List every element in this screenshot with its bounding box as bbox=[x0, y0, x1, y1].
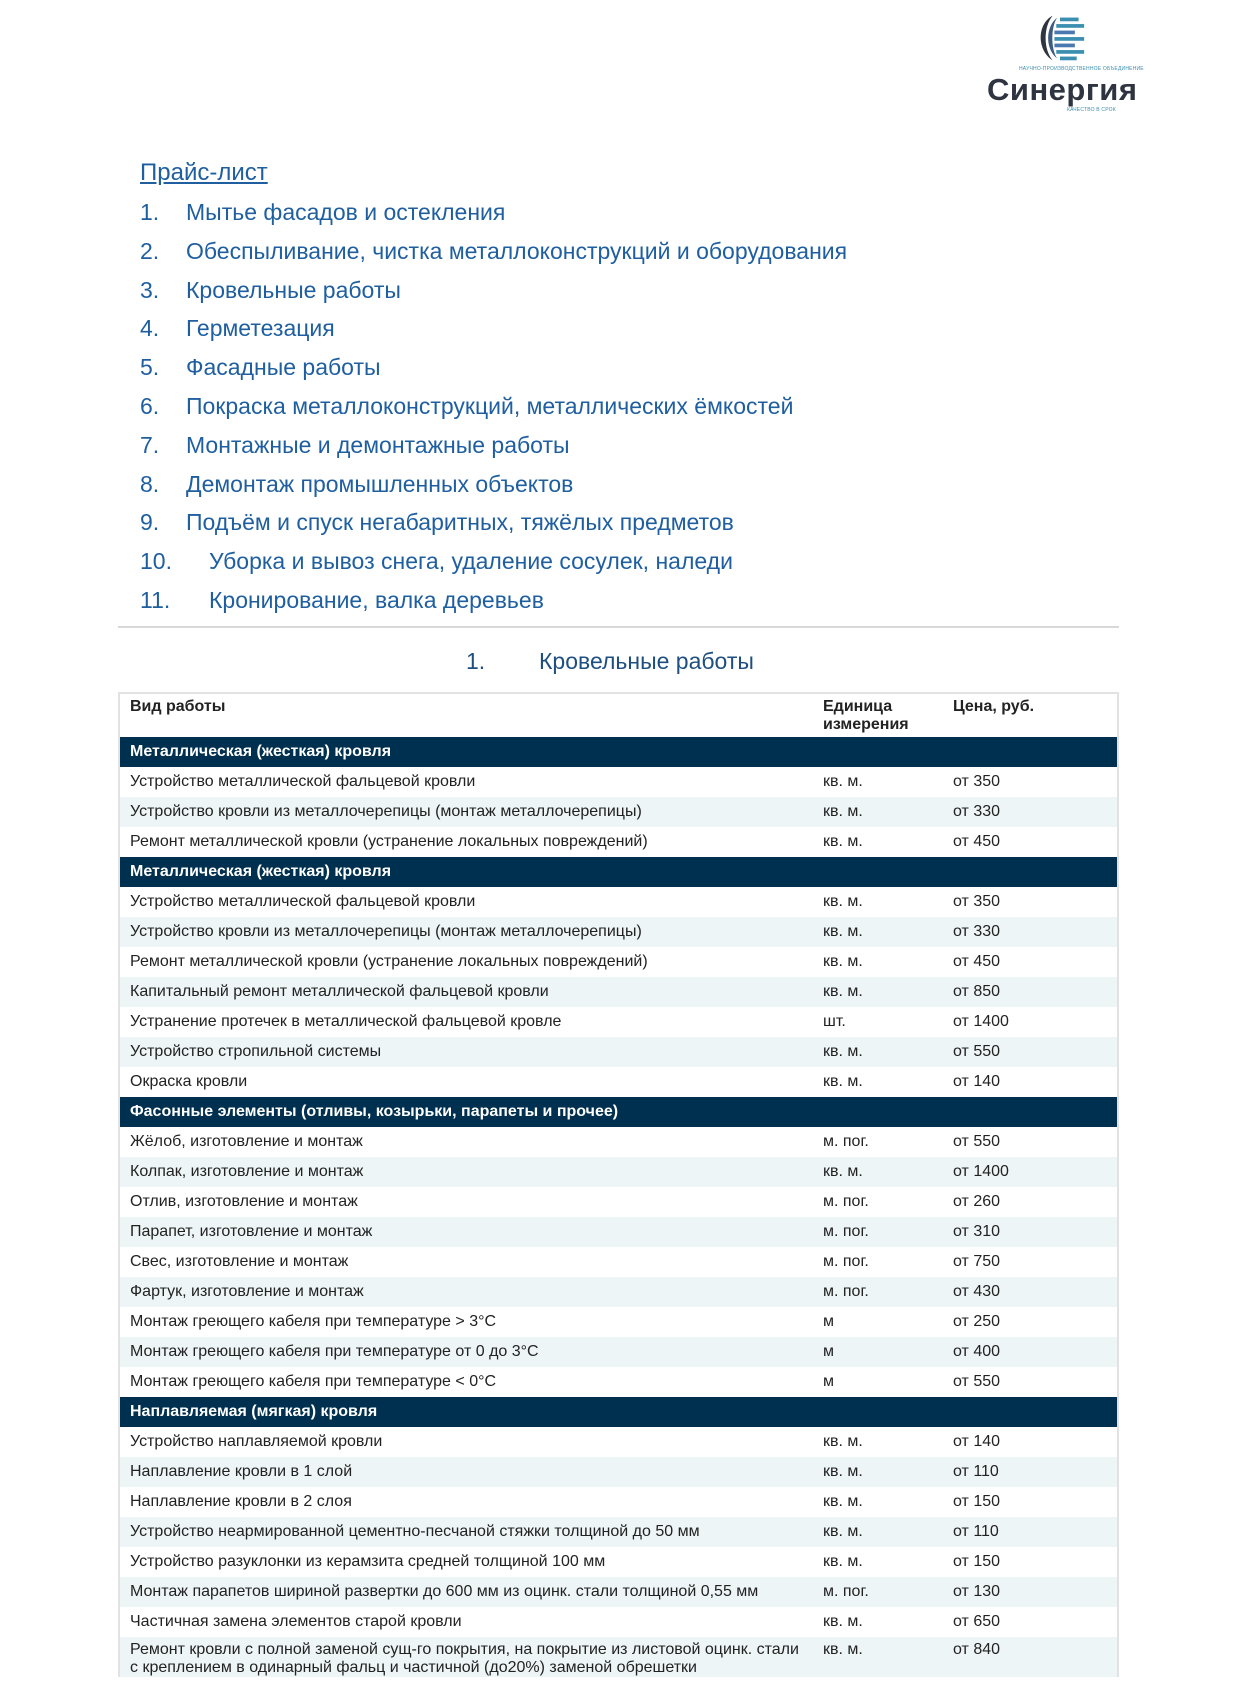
table-row bbox=[119, 1577, 1118, 1607]
table-row bbox=[119, 947, 1118, 977]
toc-item-label: Демонтаж промышленных объектов bbox=[186, 470, 574, 497]
toc-item-number: 6. bbox=[140, 392, 160, 419]
toc-item-label: Обеспыливание, чистка металлоконструкций и оборудования bbox=[186, 237, 848, 264]
toc-item-label: Подъём и спуск негабаритных, тяжёлых предметов bbox=[186, 509, 734, 536]
unit-cell: кв. м. bbox=[823, 773, 863, 790]
work-cell: Парапет, изготовление и монтаж bbox=[119, 1217, 813, 1247]
table-row bbox=[119, 1157, 1118, 1187]
unit-cell: м. пог. bbox=[813, 1217, 943, 1247]
work-cell: Устройство разуклонки из керамзита средней толщиной 100 мм bbox=[130, 1553, 606, 1570]
unit-cell: кв. м. bbox=[823, 1073, 863, 1090]
price-cell: от 840 bbox=[943, 1637, 1118, 1677]
unit-cell: кв. м. bbox=[813, 977, 943, 1007]
work-cell: Устройство металлической фальцевой кровли bbox=[130, 773, 476, 790]
unit-cell: м bbox=[823, 1313, 834, 1330]
price-cell: от 140 bbox=[953, 1433, 1001, 1450]
unit-cell: кв. м. bbox=[813, 917, 943, 947]
toc-item[interactable] bbox=[140, 471, 847, 510]
price-cell: от 550 bbox=[953, 1373, 1001, 1390]
price-cell: от 110 bbox=[943, 1457, 1118, 1487]
toc-item[interactable] bbox=[140, 548, 847, 587]
price-table bbox=[118, 692, 1119, 1677]
work-cell: Окраска кровли bbox=[130, 1073, 248, 1090]
work-cell: Устройство стропильной системы bbox=[119, 1037, 813, 1067]
unit-cell: м. пог. bbox=[813, 1577, 943, 1607]
toc-item-number: 10. bbox=[140, 548, 172, 575]
category-label: Наплавляемая (мягкая) кровля bbox=[119, 1397, 1118, 1427]
header-work: Вид работы bbox=[130, 698, 226, 715]
toc-item-number: 3. bbox=[140, 276, 160, 303]
table-of-contents bbox=[140, 199, 847, 626]
unit-cell: кв. м. bbox=[823, 893, 863, 910]
unit-cell: кв. м. bbox=[823, 1613, 863, 1630]
unit-cell: кв. м. bbox=[823, 1553, 863, 1570]
unit-cell: кв. м. bbox=[813, 1517, 943, 1547]
work-cell: Монтаж греющего кабеля при температуре от 0 до 3°С bbox=[119, 1337, 813, 1367]
toc-item-label: Кронирование, валка деревьев bbox=[209, 586, 544, 613]
price-cell: от 650 bbox=[953, 1613, 1001, 1630]
work-cell: Свес, изготовление и монтаж bbox=[130, 1253, 349, 1270]
price-cell: от 330 bbox=[943, 797, 1118, 827]
category-row bbox=[119, 737, 1118, 767]
price-cell: от 350 bbox=[953, 773, 1001, 790]
logo-name: Синергия bbox=[987, 72, 1138, 107]
unit-cell: кв. м. bbox=[823, 1493, 863, 1510]
toc-item-label: Мытье фасадов и остекления bbox=[186, 199, 506, 225]
divider bbox=[118, 626, 1119, 628]
unit-cell: кв. м. bbox=[813, 797, 943, 827]
unit-cell: кв. м. bbox=[813, 1157, 943, 1187]
price-cell: от 330 bbox=[943, 917, 1118, 947]
table-row bbox=[119, 887, 1118, 917]
category-label: Металлическая (жесткая) кровля bbox=[119, 857, 1118, 887]
logo-tagline-top: НАУЧНО-ПРОИЗВОДСТВЕННОЕ ОБЪЕДИНЕНИЕ bbox=[1019, 66, 1144, 72]
toc-item-number: 7. bbox=[140, 431, 160, 458]
work-cell: Жёлоб, изготовление и монтаж bbox=[130, 1133, 363, 1150]
table-row bbox=[119, 1067, 1118, 1097]
toc-item-label: Монтажные и демонтажные работы bbox=[186, 431, 570, 458]
table-header-row bbox=[119, 693, 1118, 737]
category-row bbox=[119, 1397, 1118, 1427]
price-cell: от 150 bbox=[953, 1553, 1001, 1570]
toc-item-number: 1. bbox=[140, 199, 160, 225]
table-row bbox=[119, 1517, 1118, 1547]
unit-cell: м. пог. bbox=[813, 1277, 943, 1307]
work-cell: Ремонт металлической кровли (устранение локальных повреждений) bbox=[130, 953, 648, 970]
table-row bbox=[119, 1217, 1118, 1247]
section-label: Кровельные работы bbox=[539, 648, 754, 674]
table-row bbox=[119, 797, 1118, 827]
toc-item-label: Кровельные работы bbox=[186, 276, 401, 303]
work-cell: Колпак, изготовление и монтаж bbox=[119, 1157, 813, 1187]
table-row bbox=[119, 917, 1118, 947]
price-cell: от 450 bbox=[953, 833, 1001, 850]
unit-cell: кв. м. bbox=[823, 953, 863, 970]
price-cell: от 1400 bbox=[943, 1157, 1118, 1187]
category-row bbox=[119, 857, 1118, 887]
price-cell: от 450 bbox=[953, 953, 1001, 970]
toc-item-number: 5. bbox=[140, 354, 160, 381]
price-cell: от 350 bbox=[953, 893, 1001, 910]
price-list-title[interactable]: Прайс-лист bbox=[140, 159, 268, 186]
toc-item[interactable] bbox=[140, 199, 847, 238]
price-cell: от 110 bbox=[943, 1517, 1118, 1547]
unit-cell: м bbox=[823, 1373, 834, 1390]
header-price: Цена, руб. bbox=[953, 698, 1035, 715]
table-row bbox=[119, 1247, 1118, 1277]
toc-item[interactable] bbox=[140, 277, 847, 316]
table-row bbox=[119, 827, 1118, 857]
unit-cell: кв. м. bbox=[823, 833, 863, 850]
toc-item-number: 2. bbox=[140, 237, 160, 264]
work-cell: Устройство кровли из металлочерепицы (монтаж металлочерепицы) bbox=[119, 917, 813, 947]
work-cell: Капитальный ремонт металлической фальцевой кровли bbox=[119, 977, 813, 1007]
table-row bbox=[119, 1307, 1118, 1337]
table-row bbox=[119, 1037, 1118, 1067]
toc-item-label: Герметезация bbox=[186, 315, 335, 342]
table-row bbox=[119, 1487, 1118, 1517]
work-cell: Наплавление кровли в 1 слой bbox=[119, 1457, 813, 1487]
work-cell: Монтаж греющего кабеля при температуре < 0°С bbox=[130, 1373, 497, 1390]
price-cell: от 430 bbox=[943, 1277, 1118, 1307]
work-cell: Ремонт кровли с полной заменой сущ-го покрытия, на покрытие из листовой оцинк. стали с креплением в одинарный фальц и частичной (до20%) заменой обрешетки bbox=[119, 1637, 813, 1677]
toc-item-label: Покраска металлоконструкций, металлических ёмкостей bbox=[186, 392, 794, 419]
work-cell: Монтаж греющего кабеля при температуре > 3°С bbox=[130, 1313, 497, 1330]
price-cell: от 150 bbox=[953, 1493, 1001, 1510]
unit-cell: шт. bbox=[823, 1013, 846, 1030]
logo-mark-icon bbox=[1030, 12, 1090, 64]
toc-item[interactable] bbox=[140, 587, 847, 626]
toc-item[interactable] bbox=[140, 315, 847, 354]
toc-item[interactable] bbox=[140, 238, 847, 277]
work-cell: Устройство неармированной цементно-песчаной стяжки толщиной до 50 мм bbox=[119, 1517, 813, 1547]
price-cell: от 550 bbox=[953, 1133, 1001, 1150]
toc-item-number: 9. bbox=[140, 509, 160, 536]
price-cell: от 850 bbox=[943, 977, 1118, 1007]
toc-item[interactable] bbox=[140, 509, 847, 548]
unit-cell: м. пог. bbox=[823, 1133, 869, 1150]
price-cell: от 400 bbox=[943, 1337, 1118, 1367]
table-row bbox=[119, 1607, 1118, 1637]
category-label: Металлическая (жесткая) кровля bbox=[119, 737, 1118, 767]
unit-cell: кв. м. bbox=[813, 1637, 943, 1677]
section-number: 1. bbox=[466, 648, 486, 674]
toc-item[interactable] bbox=[140, 393, 847, 432]
table-row bbox=[119, 1277, 1118, 1307]
unit-cell: кв. м. bbox=[823, 1433, 863, 1450]
table-row bbox=[119, 977, 1118, 1007]
table-row bbox=[119, 1367, 1118, 1397]
unit-cell: кв. м. bbox=[813, 1037, 943, 1067]
company-logo bbox=[985, 12, 1144, 114]
work-cell: Устройство кровли из металлочерепицы (монтаж металлочерепицы) bbox=[119, 797, 813, 827]
table-row bbox=[119, 1427, 1118, 1457]
work-cell: Фартук, изготовление и монтаж bbox=[119, 1277, 813, 1307]
work-cell: Отлив, изготовление и монтаж bbox=[130, 1193, 358, 1210]
unit-cell: кв. м. bbox=[813, 1457, 943, 1487]
price-cell: от 550 bbox=[943, 1037, 1118, 1067]
price-cell: от 260 bbox=[953, 1193, 1001, 1210]
toc-item[interactable] bbox=[140, 432, 847, 471]
work-cell: Монтаж парапетов шириной развертки до 600 мм из оцинк. стали толщиной 0,55 мм bbox=[119, 1577, 813, 1607]
table-row bbox=[119, 1337, 1118, 1367]
price-cell: от 250 bbox=[953, 1313, 1001, 1330]
work-cell: Частичная замена элементов старой кровли bbox=[130, 1613, 462, 1630]
price-cell: от 140 bbox=[953, 1073, 1001, 1090]
logo-tagline-bottom: КАЧЕСТВО В СРОК bbox=[1067, 107, 1116, 113]
category-row bbox=[119, 1097, 1118, 1127]
table-row bbox=[119, 1127, 1118, 1157]
table-row bbox=[119, 1187, 1118, 1217]
price-cell: от 310 bbox=[943, 1217, 1118, 1247]
unit-cell: м. пог. bbox=[823, 1193, 869, 1210]
work-cell: Устранение протечек в металлической фальцевой кровле bbox=[130, 1013, 562, 1030]
toc-item-label: Фасадные работы bbox=[186, 354, 381, 381]
toc-item-number: 8. bbox=[140, 470, 160, 497]
work-cell: Ремонт металлической кровли (устранение локальных повреждений) bbox=[130, 833, 648, 850]
work-cell: Устройство наплавляемой кровли bbox=[130, 1433, 383, 1450]
table-row bbox=[119, 1547, 1118, 1577]
table-row bbox=[119, 1007, 1118, 1037]
table-row bbox=[119, 767, 1118, 797]
toc-item-label: Уборка и вывоз снега, удаление сосулек, наледи bbox=[209, 548, 733, 575]
work-cell: Наплавление кровли в 2 слоя bbox=[130, 1493, 352, 1510]
work-cell: Устройство металлической фальцевой кровли bbox=[130, 893, 476, 910]
unit-cell: м bbox=[813, 1337, 943, 1367]
unit-cell: м. пог. bbox=[823, 1253, 869, 1270]
toc-item-number: 11. bbox=[140, 586, 171, 613]
toc-item[interactable] bbox=[140, 354, 847, 393]
price-cell: от 130 bbox=[943, 1577, 1118, 1607]
header-unit: Единица измерения bbox=[823, 698, 909, 733]
category-label: Фасонные элементы (отливы, козырьки, парапеты и прочее) bbox=[119, 1097, 1118, 1127]
table-row bbox=[119, 1637, 1118, 1677]
table-row bbox=[119, 1457, 1118, 1487]
price-cell: от 1400 bbox=[953, 1013, 1009, 1030]
price-cell: от 750 bbox=[953, 1253, 1001, 1270]
section-title bbox=[466, 648, 754, 675]
toc-item-number: 4. bbox=[140, 315, 160, 342]
